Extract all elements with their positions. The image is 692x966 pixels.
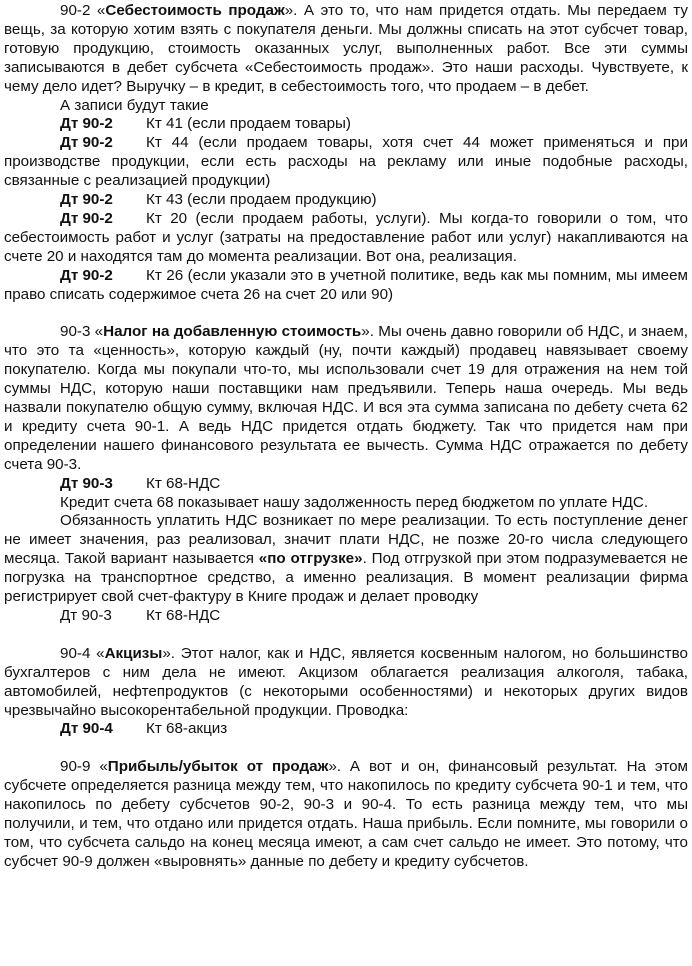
debit-label: Дт 90-3	[60, 606, 112, 624]
debit-label: Дт 90-2	[60, 134, 113, 152]
term-bold: «по отгрузке»	[258, 550, 363, 568]
credit-text: Кт 26 (если указали это в учетной политике, ведь как мы помним, мы имеем право списать содержимое счета 26 на счет 20 или 90)	[4, 266, 688, 303]
paragraph-text: . Под отгрузкой при этом подразумевается не погрузка на транспортное средство, а именно реализация. В момент реализации фирма регистрирует свой счет-фактуру в Книге продаж и делает проводку	[4, 550, 689, 606]
debit-label: Дт 90-2	[60, 209, 113, 227]
debit-label: Дт 90-4	[60, 720, 113, 738]
credit-text: Кт 68-НДС	[146, 606, 221, 624]
entry-row	[4, 607, 688, 626]
entry-row	[4, 191, 688, 210]
debit-label: Дт 90-3	[60, 474, 113, 492]
paragraph-text: Обязанность уплатить НДС возникает по мере реализации. То есть поступление денег не имеет значения, раз реализовал, значит плати НДС, не позже 20-го числа следующего месяца. Такой вариант называется	[4, 512, 688, 568]
credit-text: Кт 43 (если продаем продукцию)	[146, 191, 377, 209]
debit-label: Дт 90-2	[60, 115, 113, 133]
credit-text: Кт 41 (если продаем товары)	[146, 115, 351, 133]
paragraph-90-9	[4, 758, 688, 871]
heading-prefix: 90-9 «	[60, 758, 108, 776]
heading-prefix: 90-4 «	[60, 644, 105, 662]
debit-label: Дт 90-2	[60, 191, 113, 209]
entry-row	[4, 134, 688, 191]
subaccount-title: Налог на добавленную стоимость	[103, 323, 362, 341]
credit-text: Кт 68-акциз	[146, 720, 228, 738]
spacer	[4, 739, 688, 758]
paragraph-90-4	[4, 645, 688, 721]
entry-row	[4, 210, 688, 267]
credit-text: Кт 68-НДС	[146, 474, 221, 492]
subaccount-title: Акцизы	[104, 644, 163, 662]
debit-label: Дт 90-2	[60, 266, 113, 284]
entry-row	[4, 475, 688, 494]
paragraph-text: ». А вот и он, финансовый результат. На этом субсчете определяется разница между тем, что накопилось по кредиту субсчета 90-1 и тем, что накопилось по дебету субсчетов 90-2, 90-3 и 90-4. То есть разница между тем, что мы получили, и тем, что отдано или придется отдать. Наша прибыль. Если помните, мы говорили о том, что субсчета сальдо на конец месяца имеют, а сам счет сальдо не имеет. Это потому, что субсчет 90-9 должен «выровнять» данные по дебету и кредиту субсчетов.	[4, 758, 688, 870]
subaccount-title: Прибыль/убыток от продаж	[107, 758, 329, 776]
credit-text: Кт 44 (если продаем товары, хотя счет 44 может применяться и при производстве продукции, если есть расходы на рекламу или иные подобные расходы, связанные с реализацией продукции)	[4, 134, 688, 190]
paragraph-text: ». Этот налог, как и НДС, является косвенным налогом, но большинство бухгалтеров с ним дела не имеют. Акцизом облагается реализация алкоголя, табака, автомобилей, нефтепродуктов (с некоторыми особенностями) и некоторых других видов чрезвычайно высокорентабельной продукции. Проводка:	[4, 644, 688, 719]
paragraph-duty	[4, 512, 688, 607]
heading-prefix: 90-3 «	[60, 323, 104, 341]
paragraph-90-3	[4, 323, 688, 474]
entry-row	[4, 720, 688, 739]
spacer	[4, 626, 688, 645]
entry-row	[4, 115, 688, 134]
entry-row	[4, 267, 688, 305]
heading-prefix: 90-2 «	[60, 2, 106, 19]
paragraph-credit: Кредит счета 68 показывает нашу задолженность перед бюджетом по уплате НДС.	[60, 493, 649, 511]
paragraph-90-2	[4, 2, 688, 97]
credit-text: Кт 20 (если продаем работы, услуги). Мы когда-то говорили о том, что себестоимость работ и услуг (затраты на предоставление работ или услуг) накапливаются на счете 20 и находятся там до момента реализации. Вот она, реализация.	[4, 209, 688, 265]
paragraph-text: ». А это то, что нам придется отдать. Мы передаем ту вещь, за которую хотим взять с покупателя деньги. Мы должны списать на этот субсчет товар, готовую продукцию, стоимость оказанных услуг, выполненных работ. Все эти суммы записываются в дебет субсчета «Себестоимость продаж». Это наши расходы. Чувствуете, к чему дело идет? Выручку – в кредит, в себестоимость того, что продаем – в дебет.	[4, 2, 688, 95]
spacer	[4, 305, 688, 324]
paragraph-text: ». Мы очень давно говорили об НДС, и знаем, что это та «ценность», которую каждый (ну, почти каждый) продавец навязывает своему покупателю. Когда мы покупали что-то, мы использовали счет 19 для отражения на нем той суммы НДС, которую наши поставщики нам предъявили. Теперь наша очередь. Мы ведь назвали покупателю общую сумму, включая НДС. И вся эта сумма записана по дебету счета 62 и кредиту счета 90-1. А ведь НДС придется отдать бюджету. Так что придется нам при определении нашего финансового результата ее вычесть. Сумма НДС отражается по дебету счета 90-3.	[4, 323, 688, 473]
records-intro: А записи будут такие	[60, 96, 209, 114]
subaccount-title: Себестоимость продаж	[105, 2, 285, 19]
